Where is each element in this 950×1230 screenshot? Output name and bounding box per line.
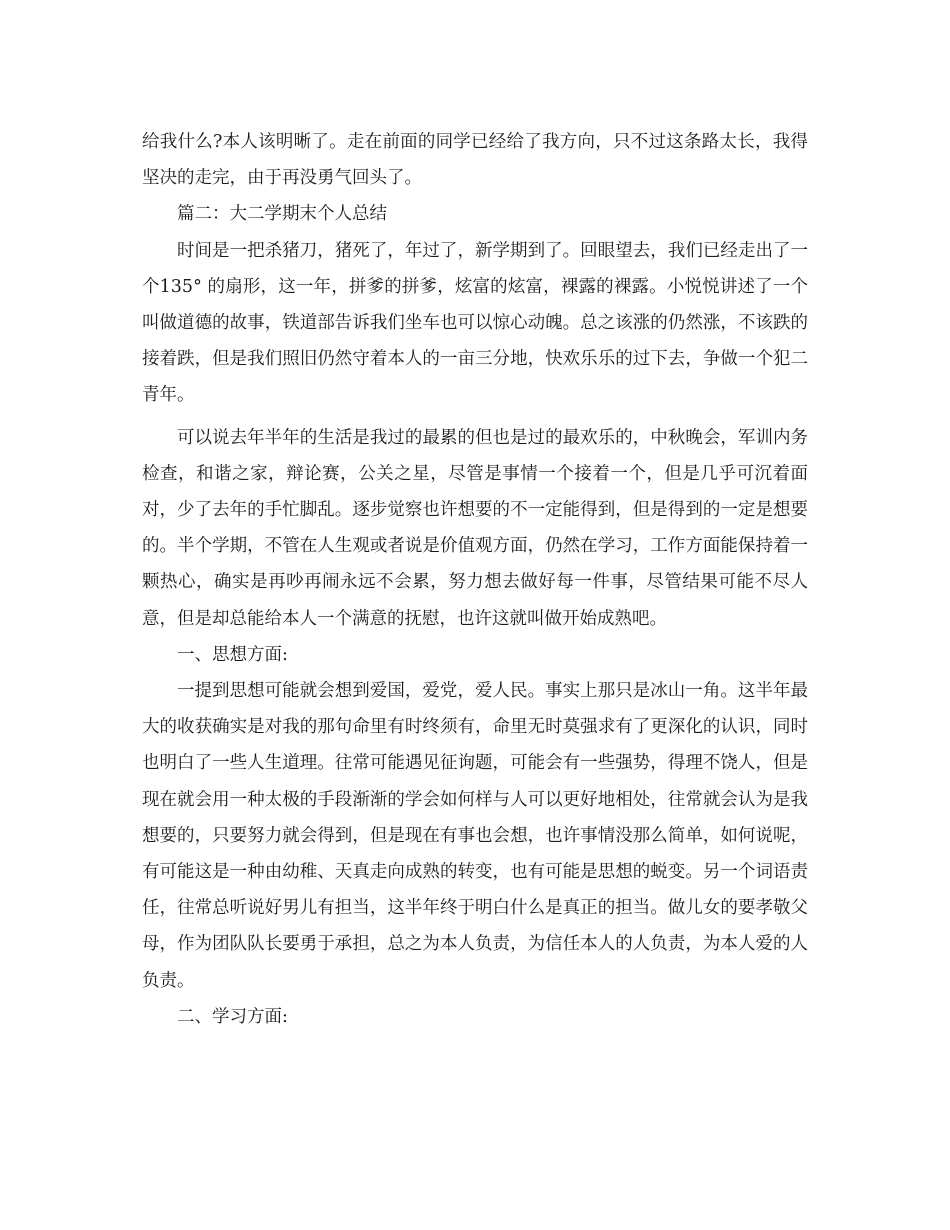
paragraph-continuation: 给我什么?本人该明晰了。走在前面的同学已经给了我方向，只不过这条路太长，我得坚决的走完，由于再没勇气回头了。 <box>142 132 808 189</box>
paragraph-intro: 时间是一把杀猪刀，猪死了，年过了，新学期到了。回眼望去，我们已经走出了一个135° 的扇形，这一年，拼爹的拼爹，炫富的炫富，裸露的裸露。小悦悦讲述了一个叫做道德的故事，铁道部告诉我们坐车也可以惊心动魄。总之该涨的仍然涨，不该跌的接着跌，但是我们照旧仍然守着本人的一亩三分地，快欢乐乐的过下去，争做一个犯二青年。 <box>142 240 808 406</box>
document-body <box>142 124 808 1035</box>
heading-thought: 一、思想方面: <box>177 644 288 665</box>
paragraph-last-semester: 可以说去年半年的生活是我过的最累的但也是过的最欢乐的，中秋晚会，军训内务检查，和谐之家，辩论赛，公关之星，尽管是事情一个接着一个，但是几乎可沉着面对，少了去年的手忙脚乱。逐步觉察也许想要的不一定能得到，但是得到的一定是想要的。半个学期，不管在人生观或者说是价值观方面，仍然在学习，工作方面能保持着一颗热心，确实是再吵再闹永远不会累，努力想去做好每一件事，尽管结果可能不尽人意，但是却总能给本人一个满意的抚慰，也许这就叫做开始成熟吧。 <box>142 427 808 629</box>
heading-study: 二、学习方面: <box>177 1006 288 1027</box>
section-title: 篇二：大二学期末个人总结 <box>177 204 387 225</box>
paragraph-thought: 一提到思想可能就会想到爱国，爱党，爱人民。事实上那只是冰山一角。这半年最大的收获确实是对我的那句命里有时终须有，命里无时莫强求有了更深化的认识，同时也明白了一些人生道理。往常可能遇见征询题，可能会有一些强势，得理不饶人，但是现在就会用一种太极的手段渐渐的学会如何样与人可以更好地相处，往常就会认为是我想要的，只要努力就会得到，但是现在有事也会想，也许事情没那么简单，如何说呢，有可能这是一种由幼稚、天真走向成熟的转变，也有可能是思想的蜕变。另一个词语责任，往常总听说好男儿有担当，这半年终于明白什么是真正的担当。做儿女的要孝敬父母，作为团队队长要勇于承担，总之为本人负责，为信任本人的人负责，为本人爱的人负责。 <box>142 681 808 991</box>
